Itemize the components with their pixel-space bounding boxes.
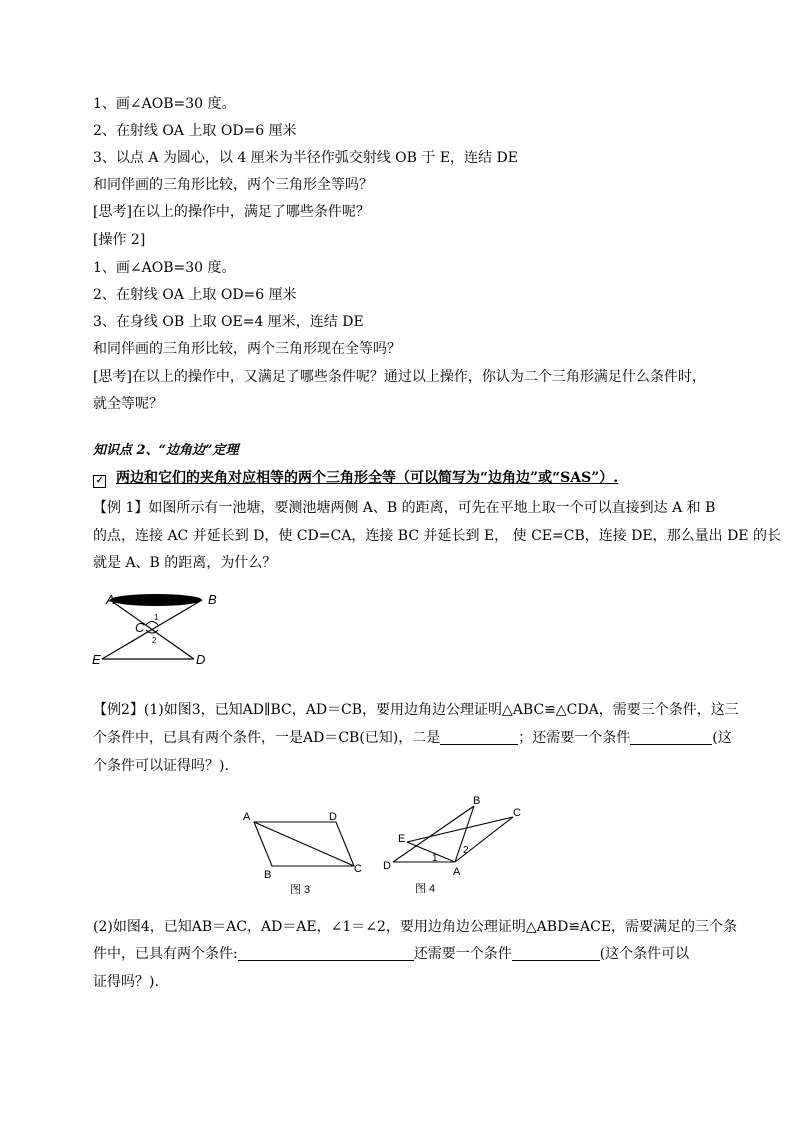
part2-line2-post: (这个条件可以 [599, 946, 690, 962]
part2-line2-mid: 还需要一个条件 [413, 946, 512, 962]
fig4-label-C: C [513, 807, 521, 819]
fig4-angle-2: 2 [463, 845, 469, 856]
think1: [思考]在以上的操作中，满足了哪些条件呢？ [93, 204, 370, 220]
answer-blank-2[interactable] [630, 730, 712, 745]
example1-line3: 就是 A、B 的距离，为什么？ [93, 555, 277, 571]
pond-label-B: B [208, 592, 217, 607]
compare2: 和同伴画的三角形比较，两个三角形现在全等吗？ [93, 341, 401, 357]
pond-label-C: C [135, 620, 145, 635]
example1-line2: 的点，连接 AC 并延长到 D，使 CD=CA，连接 BC 并延长到 E， 使 CE=CB，连接 DE，那么量出 DE 的长 [93, 528, 781, 544]
think2-line2: 就全等呢？ [93, 396, 163, 412]
fig4-label-A: A [453, 866, 461, 878]
theorem-line [93, 468, 618, 488]
step1-2: 2、在射线 OA 上取 OD=6 厘米 [93, 123, 297, 139]
example2-line2 [93, 728, 732, 748]
step2-3: 3、在身线 OB 上取 OE=4 厘米，连结 DE [93, 314, 364, 330]
pond-label-E: E [92, 652, 101, 667]
theorem-text: 两边和它们的夹角对应相等的两个三角形全等（可以简写为“边角边”或“SAS”）. [116, 470, 619, 486]
fig3-caption: 图 3 [290, 884, 311, 896]
part2-line1: (2)如图4，已知AB＝AC，AD＝AE，∠1＝∠2，要用边角边公理证明△ABD≌ACE，需要满足的三个条 [93, 919, 738, 935]
fig4-angle-1: 1 [432, 853, 438, 864]
step1-1: 1、画∠AOB=30 度。 [93, 96, 236, 112]
example1-line1: 【例 1】如图所示有一池塘，要测池塘两侧 A、B 的距离，可先在平地上取一个可以直接到达 A 和 B [93, 500, 716, 516]
pond-angle-2: 2 [152, 636, 157, 645]
step1-3: 3、以点 A 为圆心，以 4 厘米为半径作弧交射线 OB 于 E，连结 DE [93, 150, 518, 166]
example2-line3: 个条件可以证得吗？). [93, 758, 229, 774]
checkbox-icon: ✓ [93, 475, 106, 488]
section-heading: 知识点 2、“边角边”定理 [93, 443, 239, 458]
compare1: 和同伴画的三角形比较，两个三角形全等吗？ [93, 177, 373, 193]
answer-blank-3[interactable] [238, 946, 414, 961]
step2-1: 1、画∠AOB=30 度。 [93, 260, 236, 276]
pond-label-A: A [106, 592, 115, 607]
think2-line1: [思考]在以上的操作中，又满足了哪些条件呢？通过以上操作，你认为二个三角形满足什么条件时， [93, 369, 706, 385]
figure-3 [236, 806, 371, 898]
fig3-label-D: D [329, 811, 337, 823]
answer-blank-4[interactable] [512, 946, 600, 961]
fig3-label-A: A [243, 811, 251, 823]
answer-blank-1[interactable] [440, 730, 518, 745]
part2-line2-pre: 件中，已具有两个条件: [93, 946, 238, 962]
fig3-label-C: C [354, 863, 362, 875]
part2-line2 [93, 944, 689, 964]
example2-line2-mid: ；还需要一个条件 [518, 730, 631, 746]
step2-2: 2、在射线 OA 上取 OD=6 厘米 [93, 287, 297, 303]
pond-label-D: D [196, 652, 206, 667]
example2-line2-post: (这 [712, 730, 732, 746]
part2-line3: 证得吗？). [93, 974, 159, 990]
figure-4 [380, 793, 525, 898]
pond-angle-1: 1 [154, 613, 159, 622]
example2-line1: 【例2】(1)如图3，已知AD∥BC，AD＝CB，要用边角边公理证明△ABC≌△CDA，需要三个条件，这三 [93, 702, 739, 718]
fig4-label-B: B [473, 795, 481, 807]
example2-line2-pre: 个条件中，已具有两个条件，一是AD＝CB(已知)，二是 [93, 730, 441, 746]
fig4-caption: 图 4 [415, 883, 436, 895]
operation2-title: [操作 2] [93, 232, 146, 248]
fig4-label-D: D [383, 860, 391, 872]
fig4-label-E: E [398, 833, 406, 845]
pond-figure [88, 588, 228, 668]
fig3-label-B: B [264, 869, 272, 881]
